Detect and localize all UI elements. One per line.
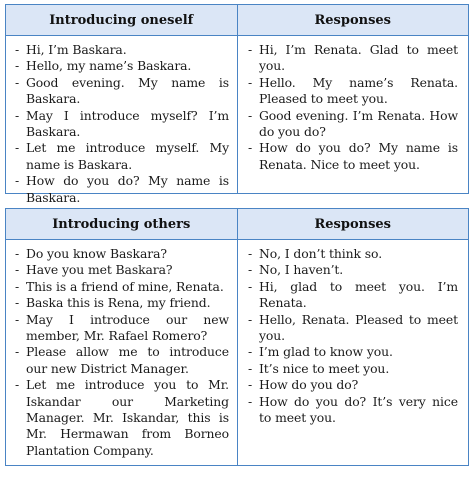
table-header bbox=[6, 209, 468, 240]
list-item: - This is a friend of mine, Renata. bbox=[15, 279, 229, 295]
list-item: - Hi, I’m Baskara. bbox=[15, 42, 229, 58]
responses-column bbox=[237, 240, 468, 465]
header-introducing-oneself: Introducing oneself bbox=[49, 12, 194, 28]
introducing-others-column bbox=[6, 240, 237, 465]
list-item: - Let me introduce myself. My name is Baskara. bbox=[15, 140, 229, 173]
list-item: - Please allow me to introduce our new District Manager. bbox=[15, 344, 229, 377]
list-item: - Do you know Baskara? bbox=[15, 246, 229, 262]
list-item: - May I introduce our new member, Mr. Rafael Romero? bbox=[15, 312, 229, 345]
responses-column bbox=[237, 36, 468, 193]
list-item: - How do you do? My name is Baskara. bbox=[15, 173, 229, 206]
header-responses: Responses bbox=[237, 5, 469, 35]
introducing-others-table bbox=[5, 208, 469, 466]
expression-list bbox=[15, 246, 229, 459]
list-item: - Hi, glad to meet you. I’m Renata. bbox=[248, 279, 458, 312]
table-body bbox=[6, 36, 468, 205]
list-item: - Baska this is Rena, my friend. bbox=[15, 295, 229, 311]
list-item: - It’s nice to meet you. bbox=[248, 361, 458, 377]
list-item: - Hello, my name’s Baskara. bbox=[15, 58, 229, 74]
introducing-oneself-table bbox=[5, 4, 469, 205]
list-item: - Hello, Renata. Pleased to meet you. bbox=[248, 312, 458, 345]
introducing-oneself-column bbox=[6, 36, 237, 205]
table-body bbox=[6, 240, 468, 465]
response-list bbox=[248, 246, 458, 426]
expression-list bbox=[15, 42, 229, 206]
list-item: - May I introduce myself? I’m Baskara. bbox=[15, 108, 229, 141]
list-item: - Let me introduce you to Mr. Iskandar our Marketing Manager. Mr. Iskandar, this is Mr. Hermawan from Borneo Plantation Company. bbox=[15, 377, 229, 459]
table-header bbox=[6, 5, 468, 36]
list-item: - Have you met Baskara? bbox=[15, 262, 229, 278]
list-item: - Good evening. My name is Baskara. bbox=[15, 75, 229, 108]
header-responses: Responses bbox=[237, 209, 469, 239]
header-introducing-others: Introducing others bbox=[52, 216, 191, 232]
list-item: - No, I haven’t. bbox=[248, 262, 458, 278]
list-item: - How do you do? It’s very nice to meet you. bbox=[248, 394, 458, 427]
response-list bbox=[248, 42, 458, 173]
list-item: - How do you do? bbox=[248, 377, 458, 393]
list-item: - No, I don’t think so. bbox=[248, 246, 458, 262]
list-item: - How do you do? My name is Renata. Nice to meet you. bbox=[248, 140, 458, 173]
list-item: - Hello. My name’s Renata. Pleased to meet you. bbox=[248, 75, 458, 108]
list-item: - Hi, I’m Renata. Glad to meet you. bbox=[248, 42, 458, 75]
list-item: - Good evening. I’m Renata. How do you do? bbox=[248, 108, 458, 141]
list-item: - I’m glad to know you. bbox=[248, 344, 458, 360]
